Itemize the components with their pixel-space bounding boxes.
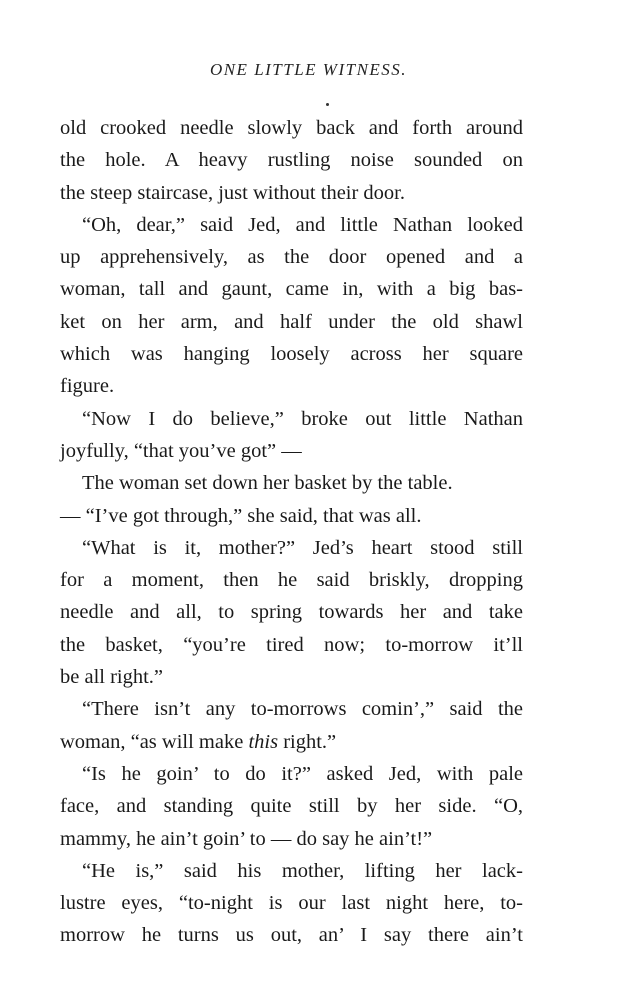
text-line: woman, “as will make this right.” — [60, 730, 337, 753]
text-line: joyfully, “that you’ve got” — — [60, 439, 302, 462]
text-line: woman, tall and gaunt, came in, with a big bas- — [60, 278, 523, 301]
ink-speck — [326, 103, 329, 106]
text-line: which was hanging loosely across her square — [60, 343, 523, 366]
text-line: “Is he goin’ to do it?” asked Jed, with pale — [82, 762, 523, 785]
text-line: the hole. A heavy rustling noise sounded on — [60, 149, 523, 172]
text-line: The woman set down her basket by the table. — [82, 472, 453, 495]
running-head: ONE LITTLE WITNESS. — [209, 60, 408, 79]
text-line: ket on her arm, and half under the old shawl — [60, 310, 523, 333]
text-line: the basket, “you’re tired now; to-morrow it’ll — [60, 633, 523, 656]
text-line: the steep staircase, just without their door. — [60, 181, 406, 204]
text-line: lustre eyes, “to-night is our last night here, to- — [60, 892, 523, 915]
text-line: for a moment, then he said briskly, dropping — [60, 569, 523, 592]
text-line: up apprehensively, as the door opened and a — [60, 246, 523, 269]
text-line: — “I’ve got through,” she said, that was all. — [60, 504, 422, 527]
text-line: “There isn’t any to-morrows comin’,” said the — [82, 698, 523, 721]
text-line: figure. — [60, 375, 115, 398]
text-line: “Oh, dear,” said Jed, and little Nathan looked — [82, 213, 523, 236]
body-text — [60, 112, 523, 952]
emphasis: this — [248, 730, 279, 753]
text-line: “What is it, mother?” Jed’s heart stood still — [82, 536, 523, 559]
text-line: “He is,” said his mother, lifting her lack- — [82, 859, 523, 882]
text-line: be all right.” — [60, 666, 164, 689]
text-line: needle and all, to spring towards her and take — [60, 601, 523, 624]
text-line: old crooked needle slowly back and forth around — [60, 117, 523, 139]
text-line: face, and standing quite still by her side. “O, — [60, 795, 523, 818]
text-line: mammy, he ain’t goin’ to — do say he ain’t!” — [60, 827, 433, 850]
text-line: morrow he turns us out, an’ I say there ain’t — [60, 924, 523, 947]
text-line: “Now I do believe,” broke out little Nathan — [82, 407, 523, 430]
